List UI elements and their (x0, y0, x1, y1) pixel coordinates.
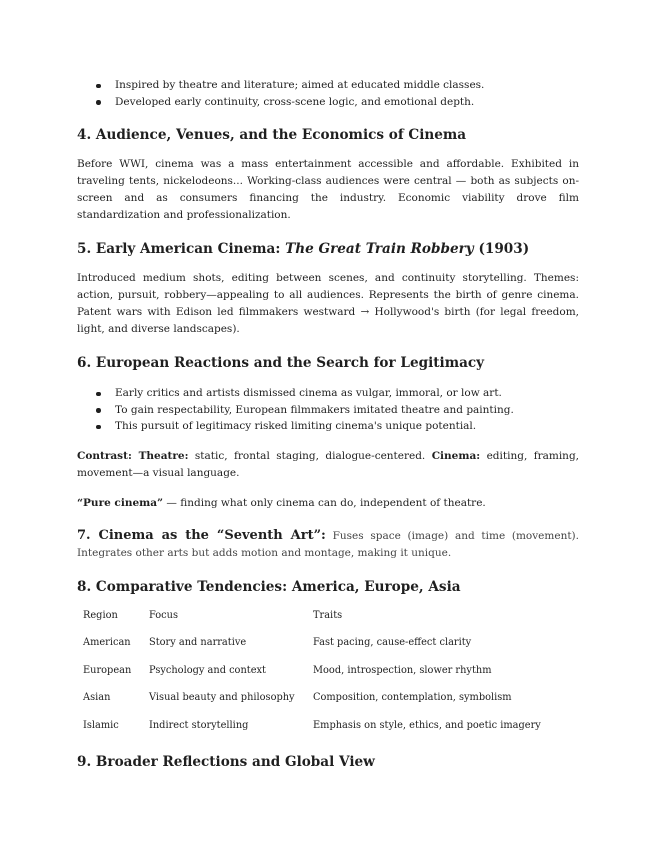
list-item (77, 418, 579, 435)
header-cell: Region (83, 609, 118, 621)
table-cell: Islamic (83, 719, 119, 731)
table-cell: Composition, contemplation, symbolism (313, 692, 512, 704)
table-cell: Asian (83, 692, 111, 704)
table-cell: Emphasis on style, ethics, and poetic imagery (313, 719, 541, 731)
table-cell: Visual beauty and philosophy (149, 692, 295, 704)
section-8-heading: 8. Comparative Tendencies: America, Europe, Asia (77, 578, 461, 595)
table-cell: Indirect storytelling (149, 719, 249, 731)
bullet-icon (96, 100, 101, 105)
section-7-paragraph (77, 527, 579, 562)
list-item (77, 77, 579, 94)
list-item (77, 385, 579, 402)
section-4-heading: 4. Audience, Venues, and the Economics of Cinema (77, 127, 467, 143)
bullet-icon (96, 392, 101, 397)
bullet-text: This pursuit of legitimacy risked limiting cinema's unique potential. (115, 420, 477, 432)
pure-cinema-paragraph (77, 495, 579, 512)
table-row (77, 657, 541, 685)
section-7-heading: 7. Cinema as the “Seventh Art”: (77, 527, 326, 543)
heading-prefix: 5. Early American Cinema: (77, 241, 286, 257)
list-item (77, 402, 579, 419)
table-cell: Mood, introspection, slower rhythm (313, 664, 492, 676)
table-row (77, 629, 541, 657)
table-cell: Story and narrative (149, 637, 247, 649)
header-cell: Focus (149, 609, 178, 621)
table-cell: Fast pacing, cause-effect clarity (313, 637, 472, 649)
section-6-heading: 6. European Reactions and the Search for Legitimacy (77, 355, 485, 371)
theatre-text: static, frontal staging, dialogue-centered. (188, 449, 432, 462)
section-9-heading: 9. Broader Reflections and Global View (77, 754, 375, 770)
header-cell: Traits (313, 609, 343, 621)
bullet-text: Inspired by theatre and literature; aimed at educated middle classes. (115, 79, 485, 91)
contrast-label: Contrast: (77, 449, 139, 462)
bullet-icon (96, 425, 101, 430)
section-7-text: Fuses space (image) and time (movement). Integrates other arts but adds motion and montage, making it unique. (77, 529, 579, 559)
table-cell: Psychology and context (149, 664, 266, 676)
comparison-table (77, 602, 541, 740)
section-4-body: Before WWI, cinema was a mass entertainment accessible and affordable. Exhibited in traveling tents, nickelodeons... Working-class audiences were central — both as subjects on-screen and as consumers financing the industry. Economic viability drove film standardization and professionalization. (77, 158, 579, 221)
bullet-icon (96, 84, 101, 89)
table-cell: American (83, 637, 131, 649)
pure-cinema-text: — finding what only cinema can do, independent of theatre. (163, 496, 486, 509)
bullet-text: Early critics and artists dismissed cinema as vulgar, immoral, or low art. (115, 387, 502, 399)
cinema-label: Cinema: (431, 449, 481, 462)
list-item (77, 94, 579, 111)
heading-suffix: (1903) (473, 241, 530, 257)
table-cell: European (83, 664, 132, 676)
bullet-icon (96, 408, 101, 413)
pure-cinema-label: “Pure cinema” (77, 496, 164, 509)
section-5-heading (77, 240, 579, 258)
contrast-paragraph (77, 448, 579, 482)
theatre-label: Theatre: (138, 449, 189, 462)
cinema-text: editing, framing, movement—a visual language. (77, 449, 580, 479)
film-title: The Great Train Robbery (285, 241, 474, 257)
section-5-body: Introduced medium shots, editing between scenes, and continuity storytelling. Themes: action, pursuit, robbery—appealing to all audiences. Represents the birth of genre cinema. Patent wars with Edison led filmmakers westward → Hollywood's birth (for legal freedom, light, and diverse landscapes). (77, 272, 579, 335)
bullet-text: Developed early continuity, cross-scene logic, and emotional depth. (115, 95, 475, 108)
table-row (77, 684, 541, 712)
bullet-text: To gain respectability, European filmmakers imitated theatre and painting. (115, 403, 514, 416)
section-6-bullet-list (77, 385, 579, 435)
document-page (77, 0, 579, 771)
top-bullet-list (77, 77, 579, 110)
table-header-row (77, 602, 541, 630)
table-row (77, 712, 541, 740)
